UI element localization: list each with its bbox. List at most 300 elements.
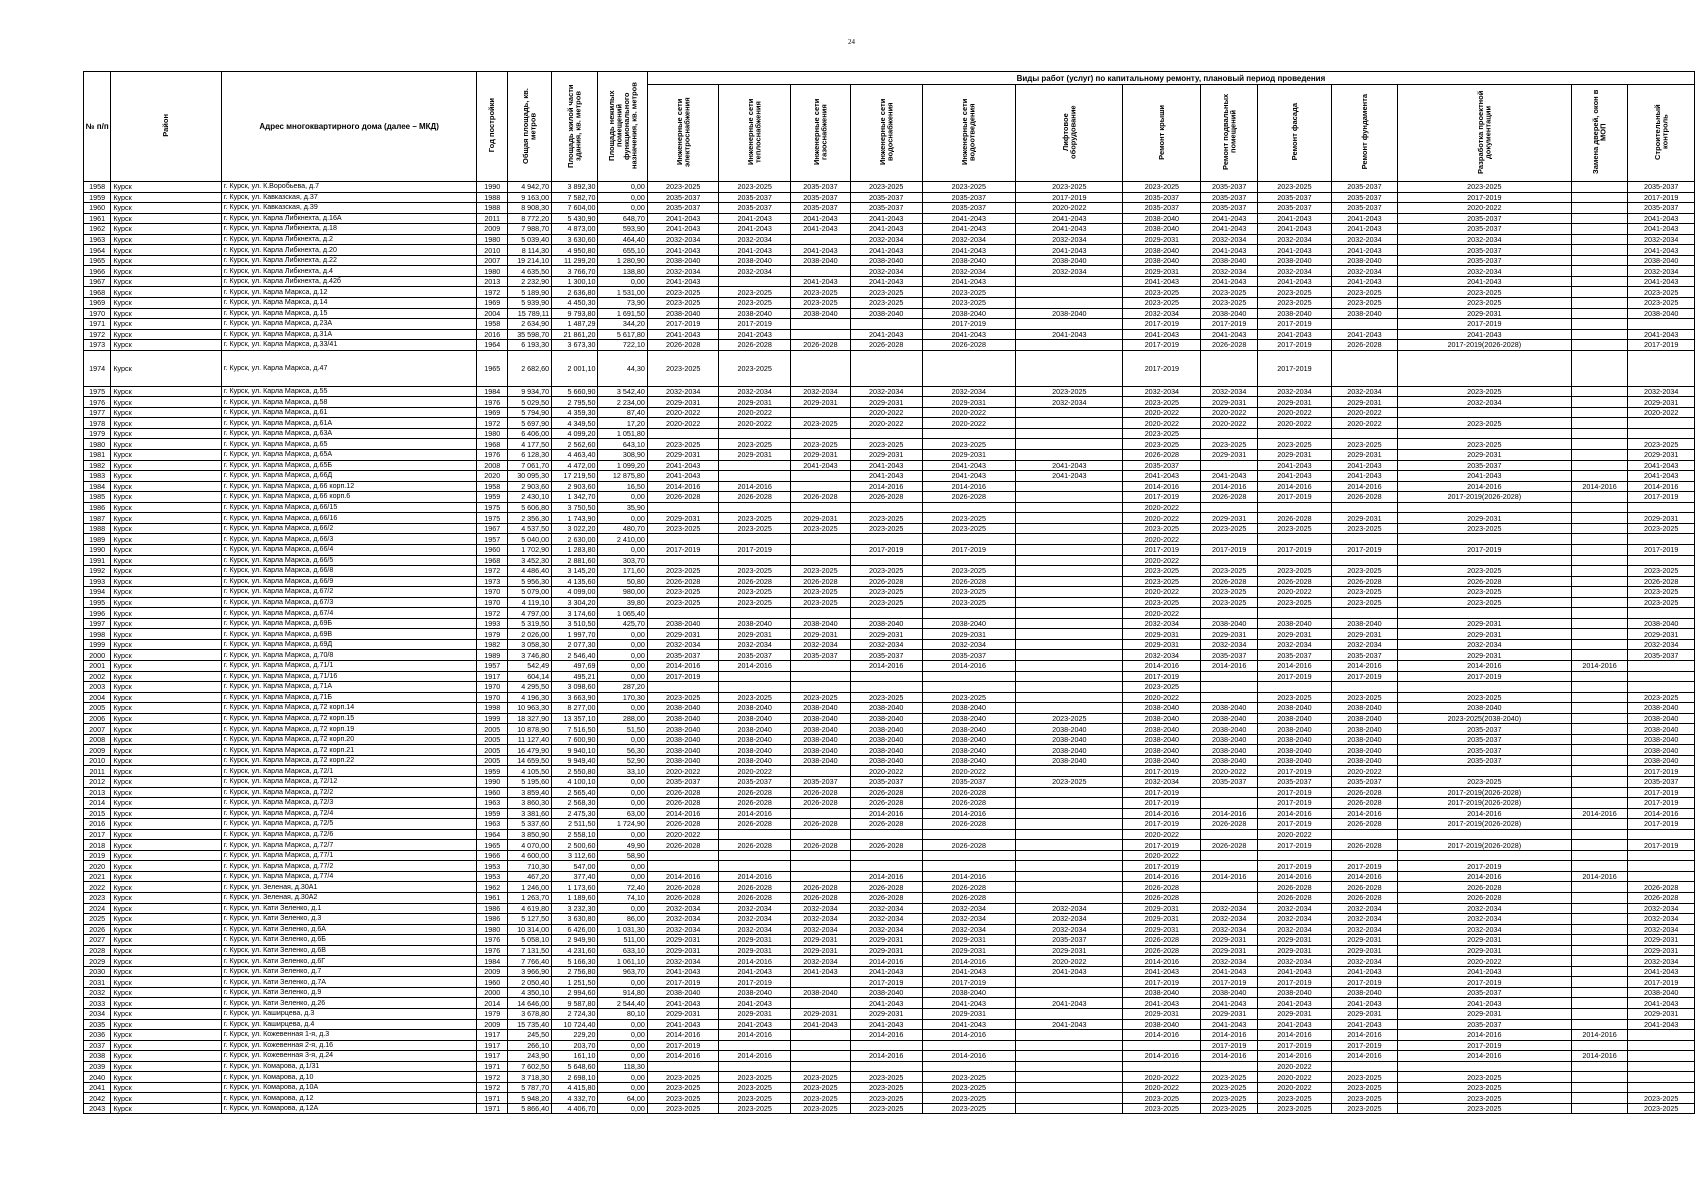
cell-construction-control: 2026-2028 (1628, 893, 1695, 904)
cell-doors-windows (1571, 713, 1628, 724)
cell-heating: 2023-2025 (719, 1093, 791, 1104)
cell-basement: 2041-2043 (1201, 471, 1258, 482)
cell-nonliving-area: 50,80 (598, 576, 647, 587)
cell-foundation: 2032-2034 (1331, 903, 1397, 914)
column-header-electric (647, 85, 719, 182)
cell-basement: 2041-2043 (1201, 213, 1258, 224)
cell-water: 2026-2028 (850, 576, 922, 587)
cell-build-year: 1970 (477, 692, 508, 703)
cell-facade: 2032-2034 (1258, 639, 1332, 650)
cell-facade: 2038-2040 (1258, 308, 1332, 319)
cell-nonliving-area: 633,10 (598, 945, 647, 956)
cell-nonliving-area: 49,90 (598, 840, 647, 851)
cell-nonliving-area: 593,90 (598, 224, 647, 235)
cell-facade: 2017-2019 (1258, 492, 1332, 503)
cell-sewage: 2032-2034 (922, 914, 1016, 925)
cell-address: г. Курск, ул. Карла Маркса, д.71Б (221, 692, 477, 703)
cell-foundation: 2023-2025 (1331, 439, 1397, 450)
cell-number: 2007 (84, 724, 111, 735)
cell-facade: 2017-2019 (1258, 671, 1332, 682)
cell-build-year: 1986 (477, 914, 508, 925)
cell-basement: 2041-2043 (1201, 329, 1258, 340)
cell-basement (1201, 1061, 1258, 1072)
cell-build-year: 1959 (477, 492, 508, 503)
cell-roof: 2017-2019 (1123, 798, 1201, 809)
cell-foundation: 2023-2025 (1331, 692, 1397, 703)
cell-design-docs (1398, 350, 1572, 386)
cell-heating (719, 555, 791, 566)
cell-sewage: 2032-2034 (922, 924, 1016, 935)
cell-roof: 2023-2025 (1123, 566, 1201, 577)
cell-roof: 2029-2031 (1123, 629, 1201, 640)
cell-elevator (1016, 1030, 1123, 1041)
cell-nonliving-area: 1 065,40 (598, 608, 647, 619)
cell-construction-control: 2017-2019 (1628, 787, 1695, 798)
table-row (84, 502, 1695, 513)
cell-design-docs (1398, 502, 1572, 513)
cell-district: Курск (111, 319, 221, 330)
cell-water (850, 671, 922, 682)
cell-design-docs: 2023-2025(2038-2040) (1398, 713, 1572, 724)
cell-total-area: 4 537,50 (507, 523, 551, 534)
table-row (84, 893, 1695, 904)
cell-address: г. Курск, ул. Карла Маркса, д.72/3 (221, 798, 477, 809)
cell-build-year: 1990 (477, 776, 508, 787)
cell-foundation: 2041-2043 (1331, 329, 1397, 340)
cell-doors-windows (1571, 555, 1628, 566)
cell-design-docs: 2023-2025 (1398, 523, 1572, 534)
cell-electric: 2026-2028 (647, 576, 719, 587)
cell-water: 2023-2025 (850, 692, 922, 703)
cell-basement: 2038-2040 (1201, 724, 1258, 735)
cell-living-area: 5 660,90 (552, 386, 598, 397)
cell-sewage: 2026-2028 (922, 893, 1016, 904)
cell-basement: 2038-2040 (1201, 713, 1258, 724)
table-row (84, 439, 1695, 450)
cell-construction-control (1628, 608, 1695, 619)
cell-living-area: 6 426,00 (552, 924, 598, 935)
cell-elevator (1016, 418, 1123, 429)
cell-design-docs: 2023-2025 (1398, 418, 1572, 429)
cell-district: Курск (111, 850, 221, 861)
cell-gas: 2032-2034 (790, 924, 850, 935)
cell-roof (1123, 1040, 1201, 1051)
cell-gas (790, 534, 850, 545)
cell-roof: 2038-2040 (1123, 224, 1201, 235)
cell-elevator (1016, 977, 1123, 988)
cell-design-docs: 2029-2031 (1398, 513, 1572, 524)
cell-address: г. Курск, ул. Карла Либкнехта, д.20 (221, 245, 477, 256)
cell-number: 1979 (84, 428, 111, 439)
table-row (84, 787, 1695, 798)
table-row (84, 287, 1695, 298)
cell-basement (1201, 671, 1258, 682)
cell-water: 2038-2040 (850, 745, 922, 756)
cell-district: Курск (111, 534, 221, 545)
cell-roof: 2035-2037 (1123, 460, 1201, 471)
table-row (84, 755, 1695, 766)
cell-address: г. Курск, ул. Каширцева, д.3 (221, 1009, 477, 1020)
table-row (84, 724, 1695, 735)
cell-elevator (1016, 428, 1123, 439)
cell-district: Курск (111, 203, 221, 214)
column-header-roof (1123, 85, 1201, 182)
cell-build-year: 1968 (477, 439, 508, 450)
cell-gas: 2026-2028 (790, 819, 850, 830)
cell-elevator: 2038-2040 (1016, 308, 1123, 319)
cell-basement: 2023-2025 (1201, 1103, 1258, 1114)
cell-roof: 2035-2037 (1123, 203, 1201, 214)
cell-foundation (1331, 608, 1397, 619)
cell-basement: 2014-2016 (1201, 1030, 1258, 1041)
cell-build-year: 1959 (477, 766, 508, 777)
cell-water: 2014-2016 (850, 660, 922, 671)
cell-construction-control: 2029-2031 (1628, 935, 1695, 946)
cell-design-docs: 2032-2034 (1398, 266, 1572, 277)
cell-district: Курск (111, 298, 221, 309)
cell-basement (1201, 502, 1258, 513)
cell-design-docs: 2029-2031 (1398, 935, 1572, 946)
cell-district: Курск (111, 682, 221, 693)
cell-heating: 2023-2025 (719, 1103, 791, 1114)
table-row (84, 745, 1695, 756)
cell-heating: 2035-2037 (719, 203, 791, 214)
cell-number: 1995 (84, 597, 111, 608)
cell-district: Курск (111, 798, 221, 809)
column-header-foundation (1331, 85, 1397, 182)
table-row (84, 882, 1695, 893)
cell-heating: 2023-2025 (719, 597, 791, 608)
cell-roof: 2014-2016 (1123, 871, 1201, 882)
cell-roof: 2023-2025 (1123, 287, 1201, 298)
cell-roof: 2017-2019 (1123, 840, 1201, 851)
cell-construction-control (1628, 418, 1695, 429)
cell-design-docs: 2020-2022 (1398, 203, 1572, 214)
cell-total-area: 7 061,70 (507, 460, 551, 471)
cell-district: Курск (111, 1072, 221, 1083)
cell-nonliving-area: 1 061,10 (598, 956, 647, 967)
cell-total-area: 5 189,90 (507, 287, 551, 298)
cell-nonliving-area: 1 531,00 (598, 287, 647, 298)
table-row (84, 203, 1695, 214)
column-header-electric-label: Инженерные сети электроснабжения (674, 97, 692, 167)
table-row (84, 998, 1695, 1009)
cell-basement: 2038-2040 (1201, 255, 1258, 266)
table-row (84, 1061, 1695, 1072)
cell-district: Курск (111, 597, 221, 608)
cell-gas: 2029-2031 (790, 450, 850, 461)
cell-design-docs: 2020-2022 (1398, 956, 1572, 967)
cell-sewage: 2041-2043 (922, 966, 1016, 977)
cell-basement: 2032-2034 (1201, 234, 1258, 245)
cell-total-area: 6 128,30 (507, 450, 551, 461)
cell-district: Курск (111, 935, 221, 946)
cell-district: Курск (111, 734, 221, 745)
table-row (84, 671, 1695, 682)
cell-elevator (1016, 576, 1123, 587)
cell-nonliving-area: 64,00 (598, 1093, 647, 1104)
cell-elevator: 2041-2043 (1016, 998, 1123, 1009)
cell-heating: 2020-2022 (719, 418, 791, 429)
cell-heating: 2023-2025 (719, 566, 791, 577)
cell-district: Курск (111, 287, 221, 298)
cell-basement: 2041-2043 (1201, 998, 1258, 1009)
cell-facade: 2041-2043 (1258, 966, 1332, 977)
cell-elevator (1016, 492, 1123, 503)
cell-number: 2014 (84, 798, 111, 809)
cell-total-area: 5 866,40 (507, 1103, 551, 1114)
cell-facade: 2038-2040 (1258, 734, 1332, 745)
cell-electric: 2026-2028 (647, 882, 719, 893)
cell-basement (1201, 850, 1258, 861)
cell-facade: 2038-2040 (1258, 618, 1332, 629)
cell-construction-control (1628, 534, 1695, 545)
cell-design-docs: 2035-2037 (1398, 755, 1572, 766)
cell-living-area: 2 558,10 (552, 829, 598, 840)
cell-district: Курск (111, 639, 221, 650)
cell-district: Курск (111, 471, 221, 482)
cell-gas: 2032-2034 (790, 914, 850, 925)
cell-build-year: 1975 (477, 513, 508, 524)
table-row (84, 460, 1695, 471)
cell-sewage: 2029-2031 (922, 450, 1016, 461)
cell-build-year: 1979 (477, 1009, 508, 1020)
cell-number: 1994 (84, 587, 111, 598)
cell-water: 2032-2034 (850, 266, 922, 277)
cell-design-docs: 2023-2025 (1398, 692, 1572, 703)
table-row (84, 914, 1695, 925)
cell-living-area: 4 099,20 (552, 428, 598, 439)
cell-roof: 2029-2031 (1123, 639, 1201, 650)
cell-construction-control: 2023-2025 (1628, 566, 1695, 577)
cell-number: 1974 (84, 350, 111, 386)
cell-foundation: 2029-2031 (1331, 629, 1397, 640)
cell-construction-control: 2035-2037 (1628, 776, 1695, 787)
cell-living-area: 10 724,40 (552, 1019, 598, 1030)
cell-total-area: 467,20 (507, 871, 551, 882)
cell-sewage: 2026-2028 (922, 576, 1016, 587)
cell-heating: 2038-2040 (719, 308, 791, 319)
cell-electric: 2029-2031 (647, 629, 719, 640)
table-row (84, 566, 1695, 577)
cell-water (850, 319, 922, 330)
cell-living-area: 4 463,40 (552, 450, 598, 461)
column-header-build-year (477, 72, 508, 182)
cell-doors-windows (1571, 460, 1628, 471)
cell-electric: 2032-2034 (647, 924, 719, 935)
cell-sewage: 2038-2040 (922, 703, 1016, 714)
cell-district: Курск (111, 998, 221, 1009)
cell-address: г. Курск, ул. Комарова, д.10А (221, 1082, 477, 1093)
cell-total-area: 3 746,80 (507, 650, 551, 661)
cell-address: г. Курск, ул. Карла Маркса, д.72/2 (221, 787, 477, 798)
cell-foundation: 2041-2043 (1331, 276, 1397, 287)
table-row (84, 255, 1695, 266)
cell-facade: 2017-2019 (1258, 798, 1332, 809)
cell-build-year: 2020 (477, 471, 508, 482)
column-header-number: № п/п (84, 72, 111, 182)
cell-elevator: 2038-2040 (1016, 734, 1123, 745)
cell-roof: 2020-2022 (1123, 534, 1201, 545)
cell-design-docs: 2023-2025 (1398, 597, 1572, 608)
cell-number: 2037 (84, 1040, 111, 1051)
cell-foundation: 2023-2025 (1331, 1082, 1397, 1093)
cell-living-area: 547,00 (552, 861, 598, 872)
cell-heating: 2023-2025 (719, 692, 791, 703)
cell-electric: 2029-2031 (647, 450, 719, 461)
cell-living-area: 2 568,30 (552, 798, 598, 809)
cell-foundation: 2041-2043 (1331, 213, 1397, 224)
table-row (84, 481, 1695, 492)
cell-address: г. Курск, ул. Карла Маркса, д.67/2 (221, 587, 477, 598)
cell-nonliving-area: 35,90 (598, 502, 647, 513)
cell-basement (1201, 350, 1258, 386)
cell-sewage: 2014-2016 (922, 871, 1016, 882)
table-row (84, 513, 1695, 524)
cell-total-area: 2 050,40 (507, 977, 551, 988)
cell-gas (790, 502, 850, 513)
cell-address: г. Курск, ул. Карла Маркса, д.72/4 (221, 808, 477, 819)
cell-nonliving-area: 0,00 (598, 203, 647, 214)
cell-living-area: 4 873,00 (552, 224, 598, 235)
cell-heating: 2026-2028 (719, 798, 791, 809)
cell-heating: 2026-2028 (719, 819, 791, 830)
cell-living-area: 2 949,90 (552, 935, 598, 946)
cell-facade (1258, 555, 1332, 566)
cell-address: г. Курск, ул. Кати Зеленко, д.3 (221, 914, 477, 925)
cell-nonliving-area: 643,10 (598, 439, 647, 450)
cell-doors-windows (1571, 703, 1628, 714)
cell-address: г. Курск, ул. Карла Маркса, д.72/1 (221, 766, 477, 777)
cell-facade: 2017-2019 (1258, 861, 1332, 872)
cell-foundation: 2023-2025 (1331, 1072, 1397, 1083)
cell-foundation: 2014-2016 (1331, 481, 1397, 492)
cell-heating: 2041-2043 (719, 1019, 791, 1030)
cell-gas (790, 766, 850, 777)
cell-construction-control (1628, 1061, 1695, 1072)
cell-electric: 2029-2031 (647, 935, 719, 946)
cell-doors-windows (1571, 566, 1628, 577)
table-row (84, 329, 1695, 340)
table-row (84, 987, 1695, 998)
cell-district: Курск (111, 660, 221, 671)
cell-basement: 2029-2031 (1201, 935, 1258, 946)
cell-total-area: 5 127,50 (507, 914, 551, 925)
cell-foundation: 2032-2034 (1331, 914, 1397, 925)
cell-nonliving-area: 0,00 (598, 1072, 647, 1083)
cell-gas (790, 329, 850, 340)
cell-living-area: 1 300,10 (552, 276, 598, 287)
cell-sewage: 2038-2040 (922, 745, 1016, 756)
cell-sewage (922, 671, 1016, 682)
cell-gas: 2029-2031 (790, 1009, 850, 1020)
column-header-basement-label: Ремонт подвальных помещений (1220, 93, 1238, 171)
table-row (84, 903, 1695, 914)
cell-doors-windows (1571, 213, 1628, 224)
cell-electric: 2032-2034 (647, 266, 719, 277)
cell-foundation: 2035-2037 (1331, 182, 1397, 193)
cell-basement: 2032-2034 (1201, 266, 1258, 277)
cell-water: 2038-2040 (850, 724, 922, 735)
cell-living-area: 1 997,70 (552, 629, 598, 640)
table-row (84, 650, 1695, 661)
cell-number: 1962 (84, 224, 111, 235)
cell-electric: 2026-2028 (647, 787, 719, 798)
cell-roof: 2038-2040 (1123, 724, 1201, 735)
cell-gas (790, 1061, 850, 1072)
cell-living-area: 9 940,10 (552, 745, 598, 756)
table-row (84, 298, 1695, 309)
cell-basement: 2038-2040 (1201, 734, 1258, 745)
cell-gas: 2038-2040 (790, 734, 850, 745)
cell-construction-control: 2032-2034 (1628, 914, 1695, 925)
cell-living-area: 2 994,60 (552, 987, 598, 998)
table-row (84, 397, 1695, 408)
cell-build-year: 1998 (477, 703, 508, 714)
cell-roof: 2038-2040 (1123, 213, 1201, 224)
cell-water (850, 428, 922, 439)
cell-number: 2034 (84, 1009, 111, 1020)
cell-water: 2023-2025 (850, 597, 922, 608)
cell-foundation: 2032-2034 (1331, 386, 1397, 397)
table-row (84, 1093, 1695, 1104)
cell-foundation: 2023-2025 (1331, 566, 1397, 577)
cell-gas: 2032-2034 (790, 386, 850, 397)
cell-sewage: 2023-2025 (922, 523, 1016, 534)
cell-address: г. Курск, ул. Карла Маркса, д.71А (221, 682, 477, 693)
cell-facade (1258, 428, 1332, 439)
cell-living-area: 2 001,10 (552, 350, 598, 386)
cell-elevator (1016, 703, 1123, 714)
cell-roof: 2029-2031 (1123, 1009, 1201, 1020)
cell-design-docs: 2035-2037 (1398, 213, 1572, 224)
cell-nonliving-area: 480,70 (598, 523, 647, 534)
cell-heating: 2026-2028 (719, 787, 791, 798)
cell-doors-windows (1571, 407, 1628, 418)
cell-sewage: 2041-2043 (922, 460, 1016, 471)
cell-gas: 2023-2025 (790, 523, 850, 534)
cell-number: 1967 (84, 276, 111, 287)
cell-facade: 2020-2022 (1258, 1061, 1332, 1072)
cell-living-area: 495,21 (552, 671, 598, 682)
cell-facade: 2041-2043 (1258, 276, 1332, 287)
cell-foundation: 2014-2016 (1331, 660, 1397, 671)
column-header-water (850, 85, 922, 182)
cell-build-year: 1961 (477, 893, 508, 904)
column-header-foundation-label: Ремонт фундамента (1359, 94, 1369, 170)
cell-basement: 2035-2037 (1201, 203, 1258, 214)
cell-basement: 2029-2031 (1201, 513, 1258, 524)
table-row (84, 639, 1695, 650)
cell-basement: 2014-2016 (1201, 660, 1258, 671)
cell-number: 1989 (84, 534, 111, 545)
cell-district: Курск (111, 618, 221, 629)
cell-doors-windows (1571, 745, 1628, 756)
cell-foundation: 2035-2037 (1331, 776, 1397, 787)
cell-doors-windows (1571, 924, 1628, 935)
cell-design-docs: 2017-2019 (1398, 544, 1572, 555)
cell-electric: 2017-2019 (647, 544, 719, 555)
cell-living-area: 4 231,60 (552, 945, 598, 956)
cell-doors-windows (1571, 587, 1628, 598)
cell-district: Курск (111, 776, 221, 787)
table-row (84, 692, 1695, 703)
cell-basement: 2020-2022 (1201, 407, 1258, 418)
cell-address: г. Курск, ул. Карла Маркса, д.47 (221, 350, 477, 386)
cell-build-year: 1970 (477, 587, 508, 598)
cell-number: 2000 (84, 650, 111, 661)
cell-sewage: 2029-2031 (922, 397, 1016, 408)
